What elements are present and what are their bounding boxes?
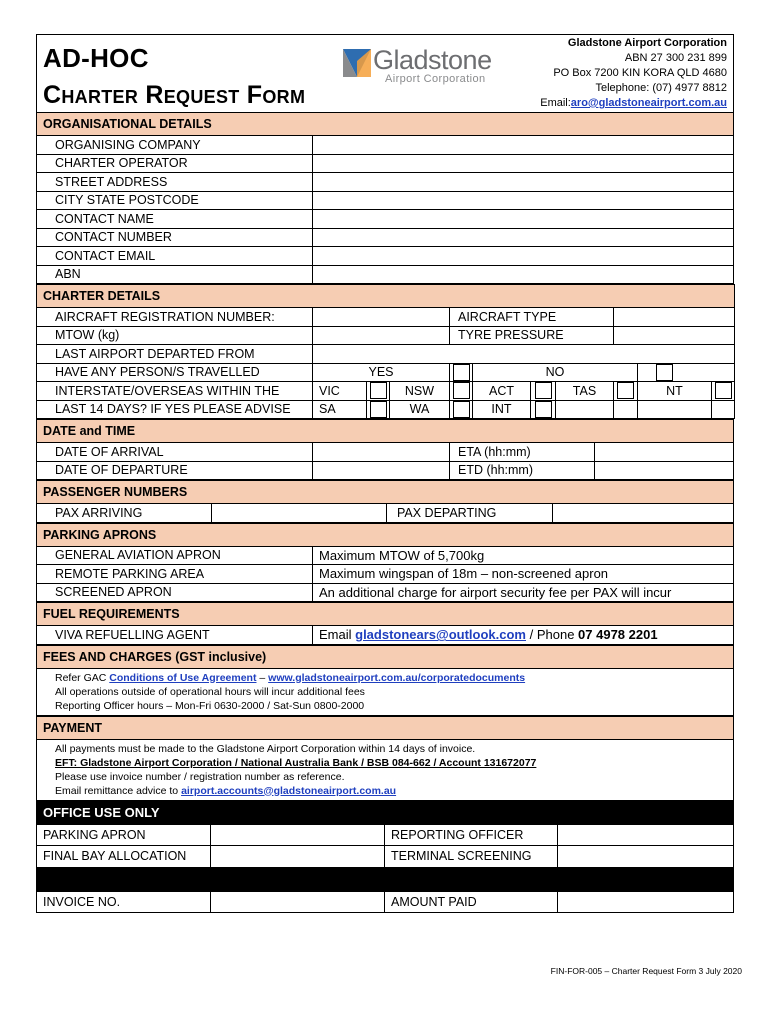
contact-number-input[interactable]	[313, 228, 734, 247]
field-label: ABN	[37, 265, 313, 284]
street-address-input[interactable]	[313, 173, 734, 192]
field-label: REPORTING OFFICER	[385, 824, 558, 846]
amount-paid-input[interactable]	[558, 891, 734, 913]
section-organisational: ORGANISATIONAL DETAILS	[37, 113, 734, 136]
fuel-phone-prefix: / Phone	[526, 627, 579, 643]
gladstone-logo	[341, 43, 491, 87]
charter-request-form	[36, 34, 734, 913]
field-label: DATE OF DEPARTURE	[37, 461, 313, 480]
section-passengers: PASSENGER NUMBERS	[37, 481, 734, 504]
form-footer: FIN-FOR-005 – Charter Request Form 3 July 2020	[550, 966, 742, 976]
remittance-prefix: Email remittance advice to	[55, 784, 182, 797]
apron-info: Maximum wingspan of 18m – non-screened apron	[313, 565, 734, 584]
field-label: PAX DEPARTING	[387, 504, 553, 523]
fuel-email-prefix: Email	[319, 627, 356, 643]
organising-company-input[interactable]	[313, 136, 734, 155]
logo-mark-icon	[341, 47, 373, 79]
contact-email-input[interactable]	[313, 247, 734, 266]
field-label: LAST AIRPORT DEPARTED FROM	[37, 345, 313, 364]
field-label: ETA (hh:mm)	[450, 443, 595, 462]
section-office-use: OFFICE USE ONLY	[37, 801, 734, 824]
vic-checkbox[interactable]	[370, 382, 387, 399]
payment-table	[36, 716, 734, 801]
section-fuel: FUEL REQUIREMENTS	[37, 603, 734, 626]
field-label: CONTACT EMAIL	[37, 247, 313, 266]
city-state-postcode-input[interactable]	[313, 191, 734, 210]
last-airport-input[interactable]	[313, 345, 735, 364]
field-label: PARKING APRON	[37, 824, 211, 846]
yes-label: YES	[313, 363, 450, 382]
mtow-input[interactable]	[313, 326, 450, 345]
field-label: TERMINAL SCREENING	[385, 846, 558, 868]
fuel-phone: 07 4978 2201	[578, 627, 658, 643]
field-label: AIRCRAFT REGISTRATION NUMBER:	[37, 308, 313, 327]
corporation-name: Gladstone Airport Corporation	[567, 37, 727, 49]
departure-date-input[interactable]	[313, 461, 450, 480]
arrival-date-input[interactable]	[313, 443, 450, 462]
field-label: CONTACT NUMBER	[37, 228, 313, 247]
fees-charges-table	[36, 645, 734, 716]
section-date-time: DATE and TIME	[37, 420, 734, 443]
field-label: STREET ADDRESS	[37, 173, 313, 192]
state-label-act: ACT	[473, 382, 531, 401]
field-label: FINAL BAY ALLOCATION	[37, 846, 211, 868]
nsw-checkbox[interactable]	[453, 382, 470, 399]
fuel-requirements-table	[36, 602, 734, 645]
int-checkbox[interactable]	[535, 401, 552, 418]
field-label: INTERSTATE/OVERSEAS WITHIN THE	[37, 382, 313, 401]
field-label: ORGANISING COMPANY	[37, 136, 313, 155]
yes-checkbox[interactable]	[453, 364, 470, 381]
charter-details-table	[36, 284, 735, 419]
invoice-no-input[interactable]	[211, 891, 385, 913]
contact-name-input[interactable]	[313, 210, 734, 229]
field-label: CITY STATE POSTCODE	[37, 191, 313, 210]
field-label: DATE OF ARRIVAL	[37, 443, 313, 462]
form-title-line2: Charter Request Form	[43, 81, 306, 109]
wa-checkbox[interactable]	[453, 401, 470, 418]
form-header	[36, 34, 734, 112]
no-label: NO	[473, 363, 638, 382]
office-use-table	[36, 801, 734, 914]
passenger-numbers-table	[36, 480, 734, 523]
field-label: HAVE ANY PERSON/S TRAVELLED	[37, 363, 313, 382]
tyre-pressure-input[interactable]	[614, 326, 735, 345]
section-fees: FEES AND CHARGES (GST inclusive)	[37, 645, 734, 668]
state-label-vic: VIC	[313, 382, 367, 401]
parking-aprons-table	[36, 523, 734, 603]
state-label-nsw: NSW	[390, 382, 450, 401]
corporation-details	[540, 36, 727, 111]
form-title-line1: AD-HOC	[43, 43, 149, 73]
apron-info: An additional charge for airport security fee per PAX will incur	[313, 583, 734, 602]
field-label: CHARTER OPERATOR	[37, 154, 313, 173]
corporation-po-box: PO Box 7200 KIN KORA QLD 4680	[553, 67, 727, 79]
remittance-email-link[interactable]: airport.accounts@gladstoneairport.com.au	[181, 784, 397, 797]
apron-label: GENERAL AVIATION APRON	[37, 546, 313, 565]
field-label: AMOUNT PAID	[385, 891, 558, 913]
fees-dash: –	[256, 671, 269, 684]
state-label-wa: WA	[390, 400, 450, 419]
etd-input[interactable]	[595, 461, 734, 480]
sa-checkbox[interactable]	[370, 401, 387, 418]
logo-name: Gladstone	[373, 45, 492, 75]
field-label: TYRE PRESSURE	[450, 326, 614, 345]
payment-line3: Please use invoice number / registration number as reference.	[55, 770, 345, 783]
corporation-email-link[interactable]: aro@gladstoneairport.com.au	[570, 97, 727, 109]
section-payment: PAYMENT	[37, 716, 734, 739]
conditions-of-use-link[interactable]: Conditions of Use Agreement	[109, 671, 257, 684]
pax-departing-input[interactable]	[553, 504, 734, 523]
nt-checkbox[interactable]	[715, 382, 732, 399]
parking-apron-input[interactable]	[211, 824, 385, 846]
field-label: VIVA REFUELLING AGENT	[37, 626, 313, 645]
tas-checkbox[interactable]	[617, 382, 634, 399]
aircraft-registration-input[interactable]	[313, 308, 450, 327]
logo-subtitle: Airport Corporation	[385, 73, 486, 85]
terminal-screening-input[interactable]	[558, 846, 734, 868]
section-charter: CHARTER DETAILS	[37, 285, 735, 308]
field-label: CONTACT NAME	[37, 210, 313, 229]
corporate-documents-link[interactable]: www.gladstoneairport.com.au/corporatedocuments	[268, 671, 526, 684]
corporation-telephone: Telephone: (07) 4977 8812	[595, 82, 727, 94]
pax-arriving-input[interactable]	[212, 504, 387, 523]
state-label-tas: TAS	[556, 382, 614, 401]
charter-operator-input[interactable]	[313, 154, 734, 173]
field-label: INVOICE NO.	[37, 891, 211, 913]
state-label-sa: SA	[313, 400, 367, 419]
no-checkbox[interactable]	[656, 364, 673, 381]
field-label: AIRCRAFT TYPE	[450, 308, 614, 327]
payment-eft: EFT: Gladstone Airport Corporation / National Australia Bank / BSB 084-662 / Account 131672077	[55, 756, 537, 769]
field-label: LAST 14 DAYS? IF YES PLEASE ADVISE	[37, 400, 313, 419]
payment-line1: All payments must be made to the Gladstone Airport Corporation within 14 days of invoice.	[55, 742, 476, 755]
fuel-email-link[interactable]: gladstonears@outlook.com	[355, 627, 526, 643]
fees-line3: Reporting Officer hours – Mon-Fri 0630-2000 / Sat-Sun 0800-2000	[55, 699, 365, 712]
section-parking: PARKING APRONS	[37, 523, 734, 546]
final-bay-input[interactable]	[211, 846, 385, 868]
apron-info: Maximum MTOW of 5,700kg	[313, 546, 734, 565]
state-label-int: INT	[473, 400, 531, 419]
field-label: ETD (hh:mm)	[450, 461, 595, 480]
act-checkbox[interactable]	[535, 382, 552, 399]
email-label: Email:	[540, 97, 571, 109]
fees-refer-text: Refer GAC	[55, 671, 110, 684]
apron-label: SCREENED APRON	[37, 583, 313, 602]
state-label-nt: NT	[638, 382, 712, 401]
abn-input[interactable]	[313, 265, 734, 284]
fees-line2: All operations outside of operational hours will incur additional fees	[55, 685, 365, 698]
aircraft-type-input[interactable]	[614, 308, 735, 327]
organisational-details-table	[36, 112, 734, 284]
apron-label: REMOTE PARKING AREA	[37, 565, 313, 584]
corporation-abn: ABN 27 300 231 899	[624, 52, 727, 64]
field-label: PAX ARRIVING	[37, 504, 212, 523]
reporting-officer-input[interactable]	[558, 824, 734, 846]
office-divider	[37, 867, 734, 891]
field-label: MTOW (kg)	[37, 326, 313, 345]
eta-input[interactable]	[595, 443, 734, 462]
date-time-table	[36, 419, 734, 480]
